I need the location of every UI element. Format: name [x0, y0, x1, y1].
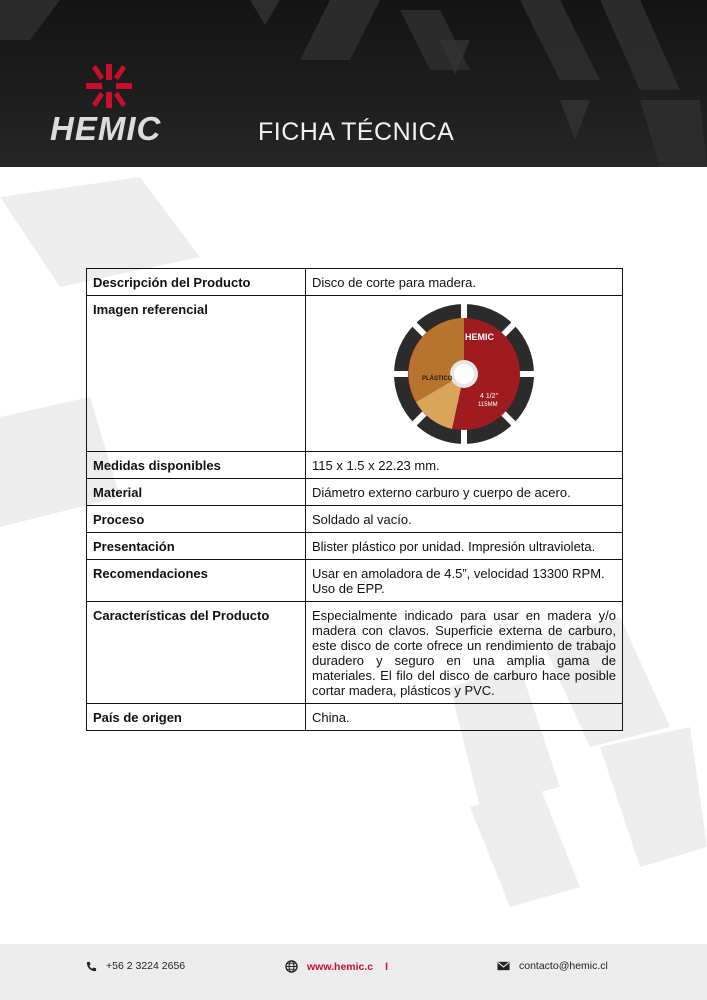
page-title: FICHA TÉCNICA — [258, 118, 455, 146]
brand-wordmark: HEMIC — [50, 110, 162, 147]
globe-icon — [285, 960, 298, 973]
table-row — [87, 479, 623, 506]
disc-size-inch: 4 1/2" — [480, 393, 499, 400]
spec-table — [86, 268, 623, 731]
mail-icon — [497, 961, 510, 971]
row-value: Usar en amoladora de 4.5”, velocidad 13300 RPM. Uso de EPP. — [306, 560, 623, 602]
row-value: Especialmente indicado para usar en madera y/o madera con clavos. Superficie externa de carburo, este disco de corte ofrece un rendimiento de trabajo duradero y seguro en una amplia gama de materiales. El filo del disco de carburo hace posible cortar madera, plásticos y PVC. — [306, 602, 623, 704]
row-label: Presentación — [87, 533, 306, 560]
row-value: 115 x 1.5 x 22.23 mm. — [306, 452, 623, 479]
table-row — [87, 296, 623, 452]
phone-number[interactable]: +56 2 3224 2656 — [106, 960, 186, 972]
row-label: Material — [87, 479, 306, 506]
row-label: Proceso — [87, 506, 306, 533]
row-label: País de origen — [87, 704, 306, 731]
footer-separator: l — [385, 960, 389, 973]
footer-website — [285, 960, 388, 973]
email-link[interactable]: contacto@hemic.cl — [519, 960, 608, 972]
row-value: Disco de corte para madera. — [306, 269, 623, 296]
footer — [0, 944, 707, 1000]
disc-brand-label: HEMIC — [465, 332, 494, 342]
row-value: Diámetro externo carburo y cuerpo de acero. — [306, 479, 623, 506]
row-label: Recomendaciones — [87, 560, 306, 602]
disc-material-label: PLÁSTICO — [422, 376, 453, 382]
table-row — [87, 704, 623, 731]
footer-email — [497, 960, 608, 972]
row-label: Descripción del Producto — [87, 269, 306, 296]
row-value: Soldado al vacío. — [306, 506, 623, 533]
header — [0, 0, 707, 167]
row-value: China. — [306, 704, 623, 731]
cutting-disc-image — [392, 302, 536, 446]
table-row — [87, 533, 623, 560]
row-label: Características del Producto — [87, 602, 306, 704]
table-row — [87, 602, 623, 704]
hemic-logo-icon — [86, 64, 132, 108]
footer-phone — [86, 960, 185, 972]
row-value: Blister plástico por unidad. Impresión ultravioleta. — [306, 533, 623, 560]
product-image-cell — [306, 296, 623, 452]
table-row — [87, 506, 623, 533]
table-row — [87, 560, 623, 602]
disc-size-mm: 115MM — [478, 402, 498, 408]
row-label: Medidas disponibles — [87, 452, 306, 479]
row-label: Imagen referencial — [87, 296, 306, 452]
phone-icon — [86, 961, 97, 972]
website-link[interactable]: www.hemic.c — [307, 960, 374, 973]
table-row — [87, 452, 623, 479]
table-row — [87, 269, 623, 296]
